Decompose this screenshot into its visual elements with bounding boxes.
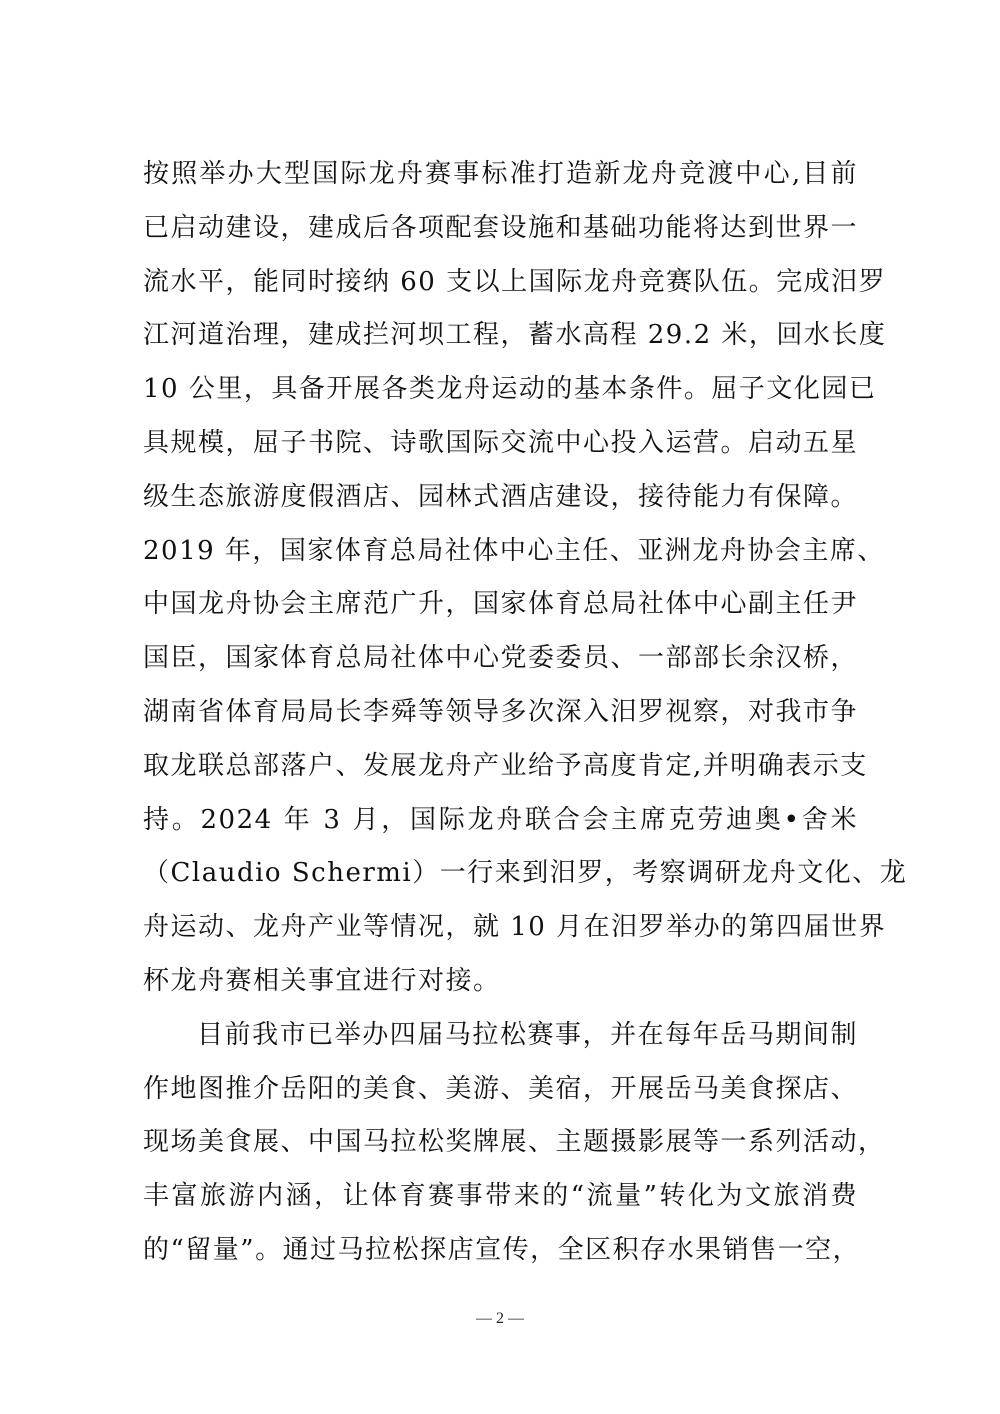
text-line: 现场美食展、中国马拉松奖牌展、主题摄影展等一系列活动， xyxy=(143,1127,886,1158)
text-line: 已启动建设，建成后各项配套设施和基础功能将达到世界一 xyxy=(143,212,859,243)
text-line: 流水平，能同时接纳 60 支以上国际龙舟竞赛队伍。完成汨罗 xyxy=(143,266,887,297)
text-line: 具规模，屈子书院、诗歌国际交流中心投入运营。启动五星 xyxy=(143,427,859,458)
paragraph-1 xyxy=(143,148,908,1009)
body-text xyxy=(143,148,908,1278)
text-line: 舟运动、龙舟产业等情况，就 10 月在汨罗举办的第四届世界 xyxy=(143,912,887,943)
page-number: — 2 — xyxy=(476,1310,524,1327)
paragraph-2 xyxy=(143,1009,886,1278)
text-line: 取龙联总部落户、发展龙舟产业给予高度肯定,并明确表示支 xyxy=(143,750,868,781)
text-line: 级生态旅游度假酒店、园林式酒店建设，接待能力有保障。 xyxy=(143,481,859,512)
text-line: 杯龙舟赛相关事宜进行对接。 xyxy=(143,965,501,996)
text-line: 2019 年，国家体育总局社体中心主任、亚洲龙舟协会主席、 xyxy=(143,535,885,566)
text-line: 目前我市已举办四届马拉松赛事，并在每年岳马期间制 xyxy=(197,1019,858,1050)
text-line: 丰富旅游内涵，让体育赛事带来的“流量”转化为文旅消费 xyxy=(143,1181,858,1212)
text-line: （Claudio Schermi）一行来到汨罗，考察调研龙舟文化、龙 xyxy=(143,858,908,889)
text-line: 持。2024 年 3 月，国际龙舟联合会主席克劳迪奥•舍米 xyxy=(143,804,858,835)
text-line: 的“留量”。通过马拉松探店宣传，全区积存水果销售一空， xyxy=(143,1234,861,1265)
text-line: 国臣，国家体育总局社体中心党委委员、一部部长余汉桥， xyxy=(143,643,859,674)
text-line: 10 公里，具备开展各类龙舟运动的基本条件。屈子文化园已 xyxy=(143,374,877,405)
text-line: 作地图推介岳阳的美食、美游、美宿，开展岳马美食探店、 xyxy=(143,1073,859,1104)
text-line: 按照举办大型国际龙舟赛事标准打造新龙舟竞渡中心,目前 xyxy=(143,159,858,189)
text-line: 中国龙舟协会主席范广升，国家体育总局社体中心副主任尹 xyxy=(143,589,859,620)
text-line: 湖南省体育局局长李舜等领导多次深入汨罗视察，对我市争 xyxy=(143,696,859,727)
text-line: 江河道治理，建成拦河坝工程，蓄水高程 29.2 米，回水长度 xyxy=(143,320,887,351)
